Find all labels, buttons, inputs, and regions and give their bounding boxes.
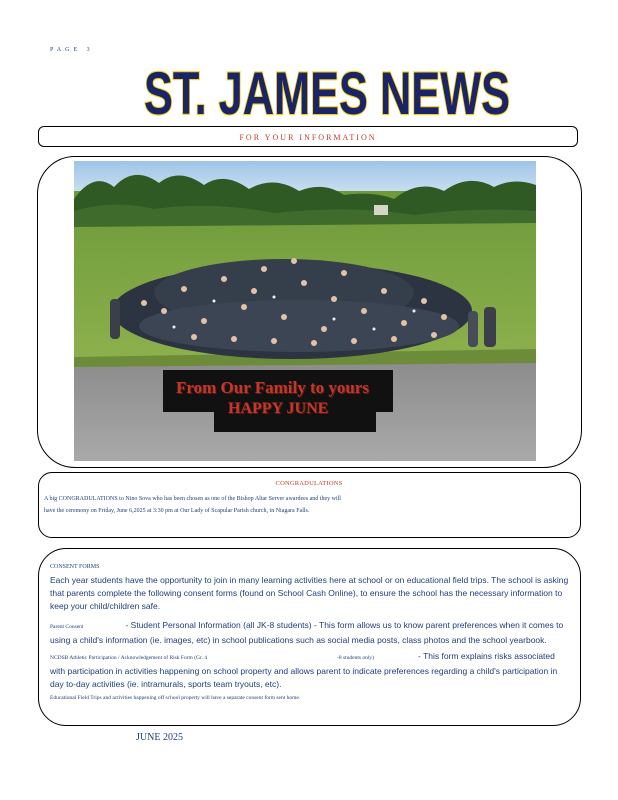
consent-title: CONSENT FORMS bbox=[50, 564, 100, 570]
ncdsb-text: - This form explains risks associated with participation in activities happening on school property and allows parent to indicate preferences regarding a child's participation in day to-day activities (ie. intramurals, sports team tryouts, etc). bbox=[50, 651, 558, 689]
congratulations-title: CONGRADULATIONS bbox=[275, 480, 343, 487]
photo-caption-line1: From Our Family to yours bbox=[176, 378, 369, 397]
page-label: PAGE 3 bbox=[50, 47, 94, 53]
masthead-title: ST. JAMES NEWS bbox=[144, 60, 510, 127]
section-bar bbox=[38, 126, 578, 147]
footer-date: JUNE 2025 bbox=[136, 732, 183, 743]
field-trips-note: Educational Field Trips and activities happening off school property will have a separate consent form sent home. bbox=[50, 695, 301, 701]
ncdsb-label: NCDSB Athletic Participation / Acknowledgement of Risk Form (Gr. 4 bbox=[50, 655, 208, 661]
congratulations-line1: A big CONGRADULATIONS to Nino Sova who has been chosen as one of the Bishop Altar Server awardees and they will bbox=[44, 496, 341, 502]
ncdsb-label-suffix: -8 students only) bbox=[337, 655, 375, 661]
masthead bbox=[140, 58, 514, 127]
congratulations-body bbox=[44, 493, 564, 517]
section-bar-label: FOR YOUR INFORMATION bbox=[239, 133, 377, 142]
parent-consent-label: Parent Consent bbox=[50, 624, 84, 630]
parent-consent-text: - Student Personal Information (all JK-8 students) - This form allows us to know parent preferences when it comes to using a child's information (ie. images, etc) in school publications such as social media posts, class photos and the school yearbook. bbox=[50, 620, 564, 645]
parent-consent-paragraph bbox=[50, 619, 570, 647]
congratulations-line2: have the ceremony on Friday, June 6,2025 at 3:30 pm at Our Lady of Scapular Parish church, in Niagara Falls. bbox=[44, 508, 310, 514]
ncdsb-paragraph bbox=[50, 650, 570, 691]
photo-caption-line2: HAPPY JUNE bbox=[228, 400, 329, 417]
consent-intro: Each year students have the opportunity to join in many learning activities here at school or on educational field trips. The school is asking that parents complete the following consent forms (found on School Cash Online), to ensure the school has the necessary information to keep your child/children safe. bbox=[50, 575, 569, 611]
